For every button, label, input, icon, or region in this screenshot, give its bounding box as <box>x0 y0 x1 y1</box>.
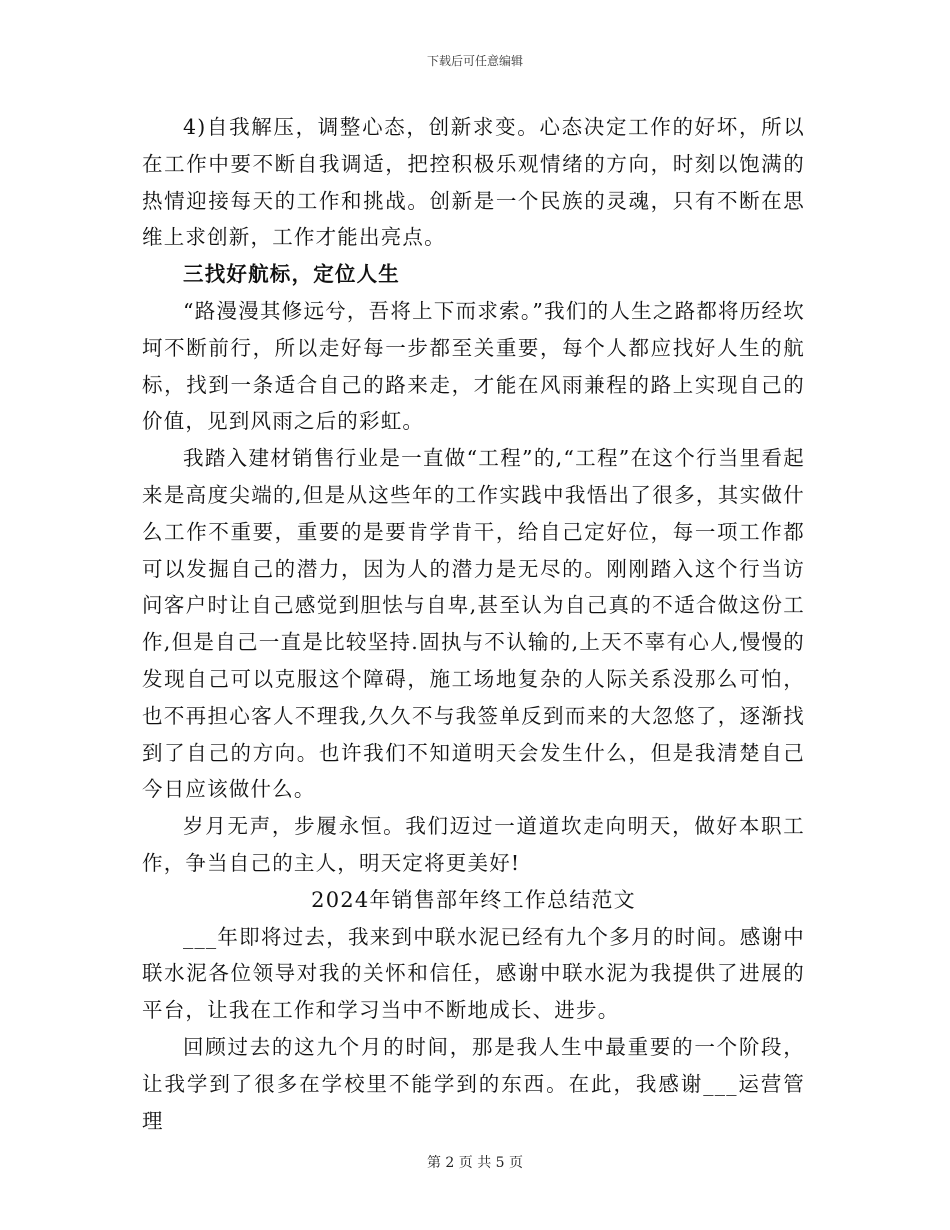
page-header: 下载后可任意编辑 <box>426 54 523 68</box>
document-body <box>142 109 805 1139</box>
page-number: 第 2 页 共 5 页 <box>426 1155 524 1171</box>
paragraph-self-relief: 4)自我解压，调整心态，创新求变。心态决定工作的好坏，所以在工作中要不断自我调适，把控积极乐观情绪的方向，时刻以饱满的热情迎接每天的工作和挑战。创新是一个民族的灵魂，只有不断在思维上求创新，工作才能出亮点。 <box>142 115 805 250</box>
paragraph-quote: “路漫漫其修远兮，吾将上下而求索。”我们的人生之路都将历经坎坷不断前行，所以走好每一步都至关重要，每个人都应找好人生的航标，找到一条适合自己的路来走，才能在风雨兼程的路上实现自己的价值，见到风雨之后的彩虹。 <box>142 298 805 434</box>
paragraph-intro: ___年即将过去，我来到中联水泥已经有九个多月的时间。感谢中联水泥各位领导对我的关怀和信任，感谢中联水泥为我提供了进展的平台，让我在工作和学习当中不断地成长、进步。 <box>142 924 805 1023</box>
article-title: 2024年销售部年终工作总结范文 <box>311 887 636 912</box>
paragraph-review: 回顾过去的这九个月的时间，那是我人生中最重要的一个阶段，让我学到了很多在学校里不能学到的东西。在此，我感谢___运营管理 <box>142 1034 805 1133</box>
section-heading: 三找好航标，定位人生 <box>183 262 400 287</box>
paragraph-career: 我踏入建材销售行业是一直做“工程”的,“工程”在这个行当里看起来是高度尖端的,但是从这些年的工作实践中我悟出了很多，其实做什么工作不重要，重要的是要肯学肯干，给自己定好位，每一项工作都可以发掘自己的潜力，因为人的潜力是无尽的。刚刚踏入这个行当访问客户时让自己感觉到胆怯与自卑,甚至认为自己真的不适合做这份工作,但是自己一直是比较坚持.固执与不认输的,上天不辜有心人,慢慢的发现自己可以克服这个障碍，施工场地复杂的人际关系没那么可怕，也不再担心客人不理我,久久不与我签单反到而来的大忽悠了，逐渐找到了自己的方向。也许我们不知道明天会发生什么，但是我清楚自己今日应该做什么。 <box>142 446 805 802</box>
paragraph-closing: 岁月无声，步履永恒。我们迈过一道道坎走向明天，做好本职工作，争当自己的主人，明天定将更美好! <box>142 814 805 875</box>
